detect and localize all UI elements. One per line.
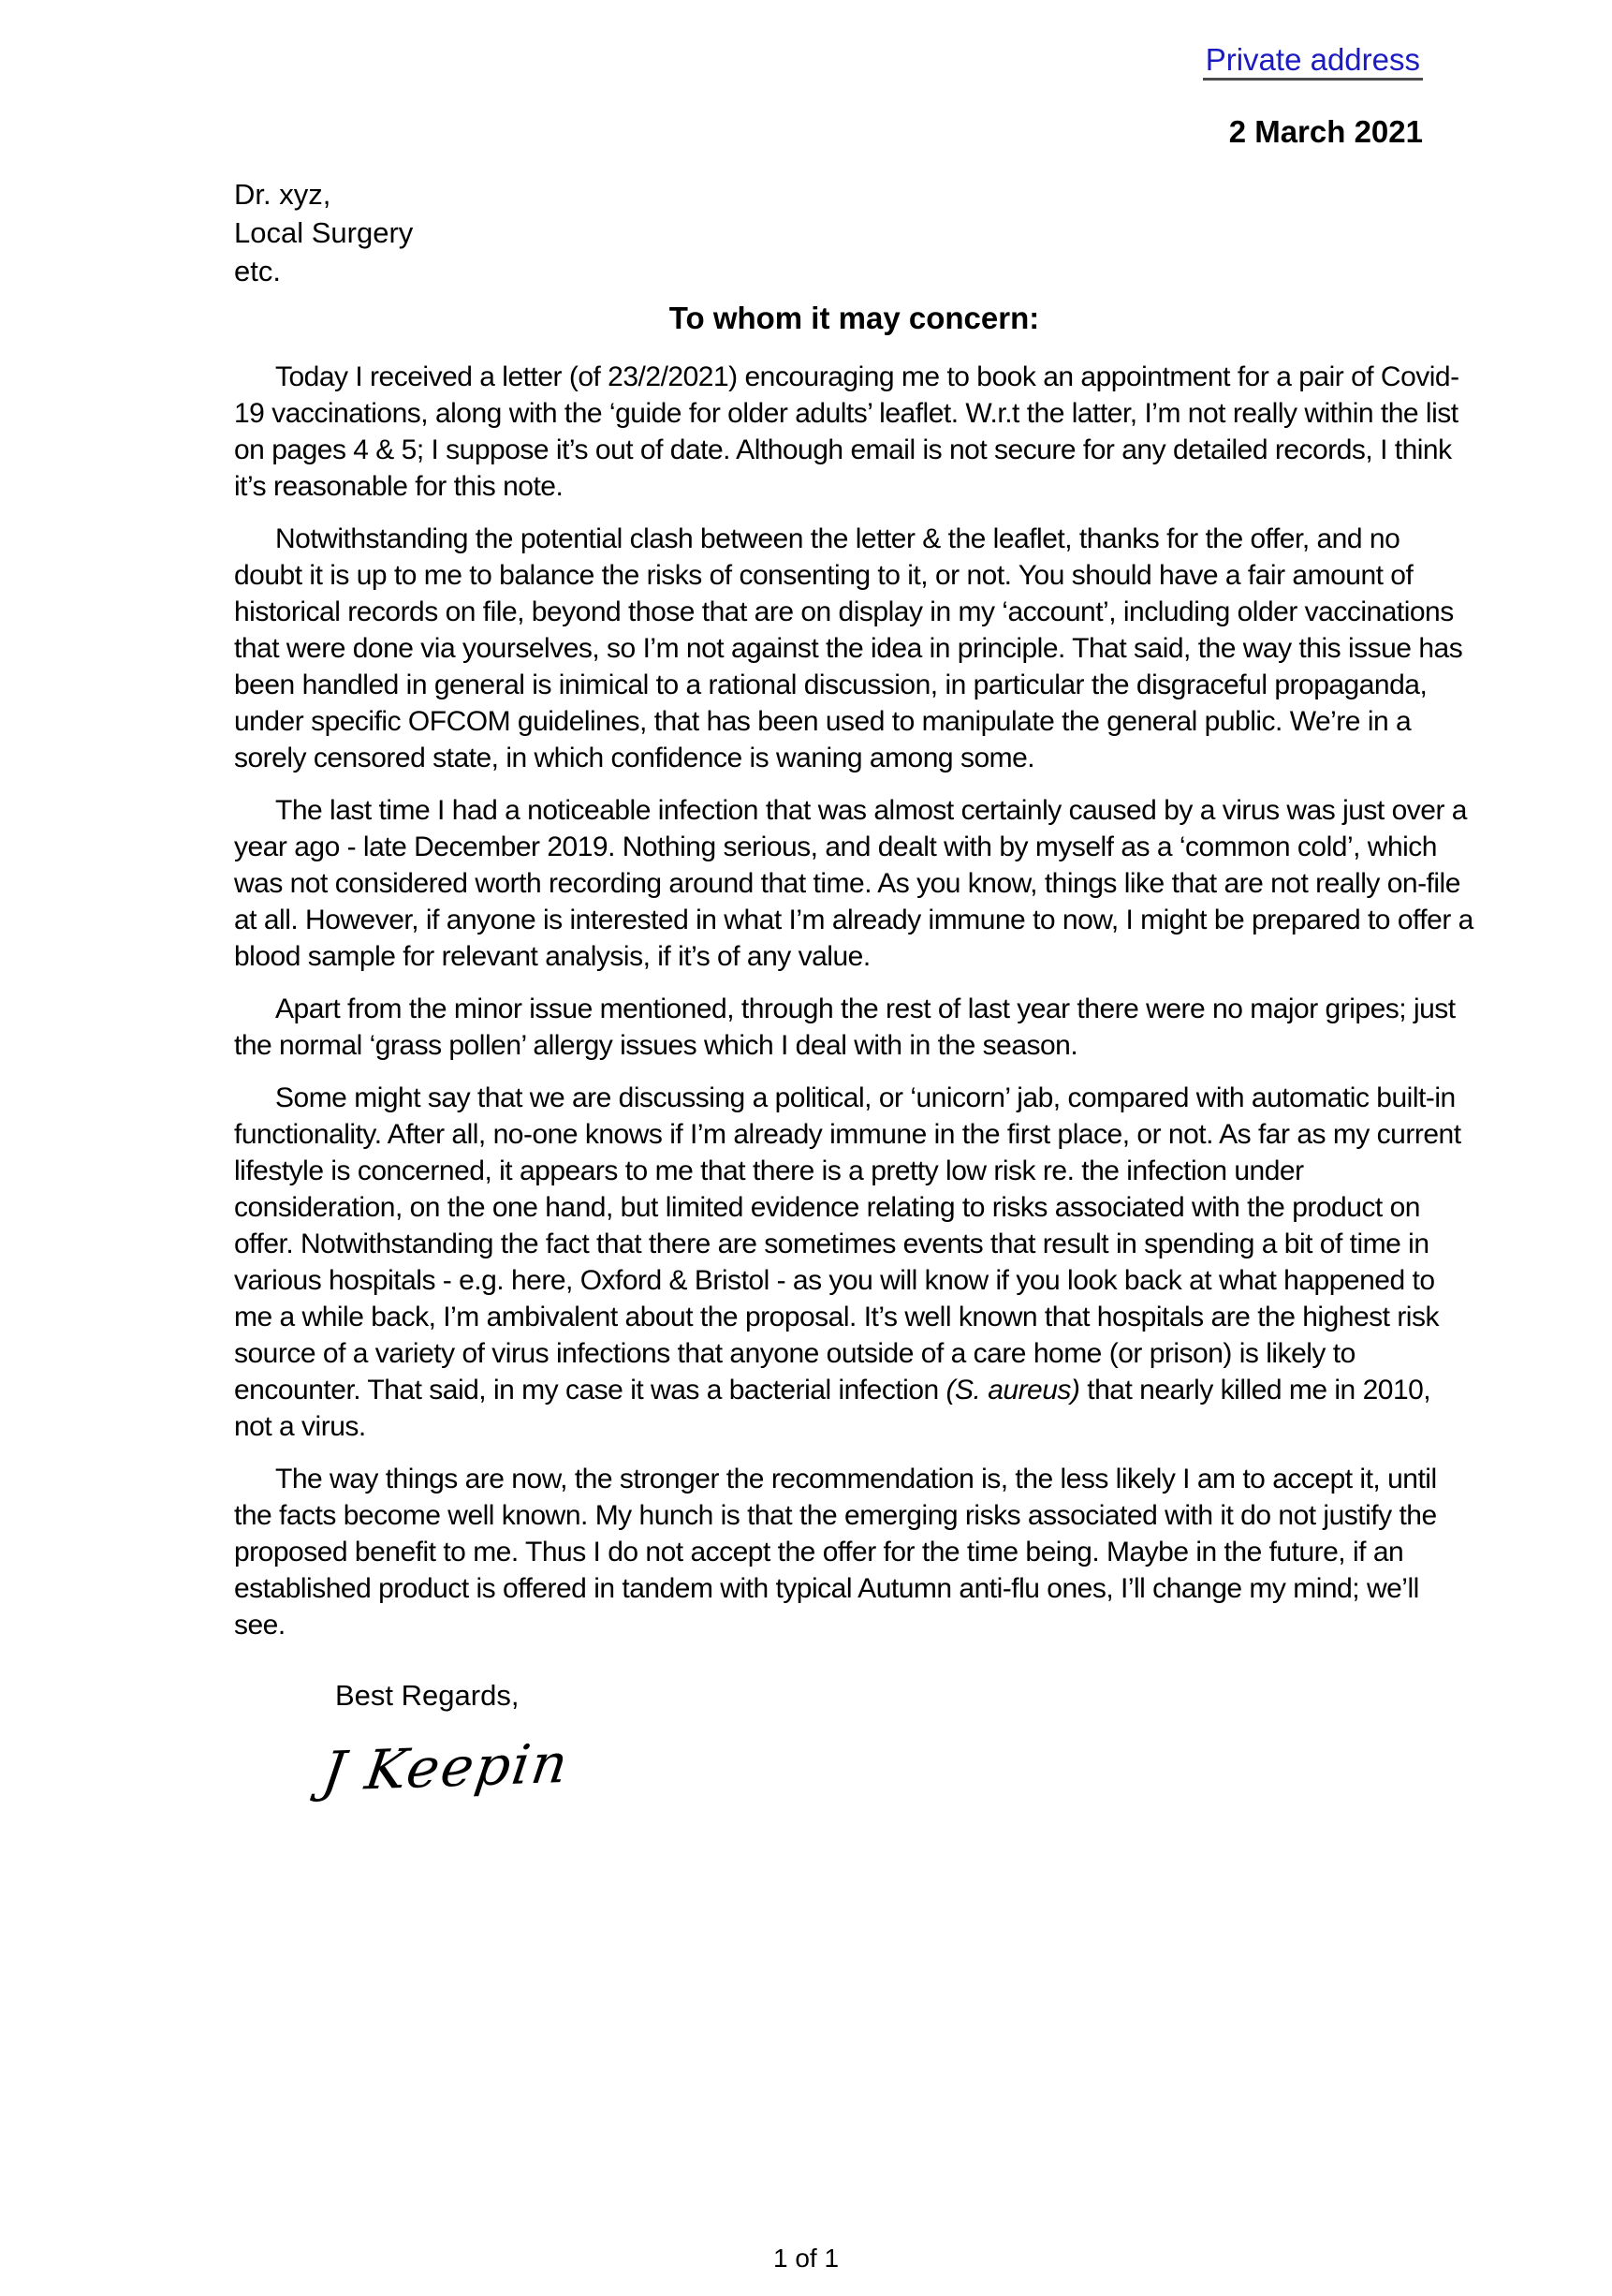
signature: J Keepin — [318, 1730, 574, 1803]
paragraph-text: that nearly killed me in 2010, not a virus. — [234, 1375, 1431, 1442]
letter-paragraph — [234, 792, 1474, 975]
paragraph-text: Apart from the minor issue mentioned, through the rest of last year there were no major gripes; just the normal ‘grass pollen’ allergy issues which I deal with in the season. — [234, 993, 1456, 1061]
letter-paragraph — [234, 991, 1474, 1064]
paragraph-text: Notwithstanding the potential clash between the letter & the leaflet, thanks for the offer, and no doubt it is up to me to balance the risks of consenting to it, or not. You should have a fair amount of historical records on file, beyond those that are on display in my ‘account’, including older vaccinations that were done via yourselves, so I’m not against the idea in principle. That said, the way this issue has been handled in general is inimical to a rational discussion, in particular the disgraceful propaganda, under specific OFCOM guidelines, that has been used to manipulate the general public. We’re in a sorely censored state, in which confidence is waning among some. — [234, 523, 1463, 773]
recipient-line: Dr. xyz, — [234, 178, 331, 211]
italic-text: (S. aureus) — [945, 1375, 1080, 1406]
letter-paragraph — [234, 359, 1474, 505]
letter-body — [234, 359, 1474, 1643]
letter-paragraph — [234, 1461, 1474, 1643]
paragraph-text: The way things are now, the stronger the recommendation is, the less likely I am to accept it, until the facts become well known. My hunch is that the emerging risks associated with it do not justify the proposed benefit to me. Thus I do not accept the offer for the time being. Maybe in the future, if an established product is offered in tandem with typical Autumn anti-flu ones, I’ll change my mind; we’ll see. — [234, 1464, 1437, 1641]
letter-paragraph — [234, 1080, 1474, 1445]
paragraph-text: Today I received a letter (of 23/2/2021) encouraging me to book an appointment for a pair of Covid-19 vaccinations, along with the ‘guide for older adults’ leaflet. W.r.t the latter, I’m not really within the list on pages 4 & 5; I suppose it’s out of date. Although email is not secure for any detailed records, I think it’s reasonable for this note. — [234, 361, 1459, 502]
recipient-line: Local Surgery — [234, 216, 414, 249]
salutation-heading: To whom it may concern: — [668, 301, 1040, 335]
page-number-indicator: 1 of 1 — [772, 2244, 840, 2273]
letter-date: 2 March 2021 — [1228, 114, 1423, 149]
recipient-line: etc. — [234, 255, 281, 287]
paragraph-text: The last time I had a noticeable infection that was almost certainly caused by a virus was just over a year ago - late December 2019. Nothing serious, and dealt with by myself as a ‘common cold’, which was not considered worth recording around that time. As you know, things like that are not really on-file at all. However, if anyone is interested in what I’m already immune to now, I might be prepared to offer a blood sample for relevant analysis, if it’s of any value. — [234, 795, 1473, 972]
signoff-text: Best Regards, — [335, 1679, 520, 1712]
letter-content — [234, 0, 1474, 1803]
recipient-block — [234, 175, 1474, 290]
letter-header — [234, 0, 1474, 151]
letter-paragraph — [234, 521, 1474, 776]
private-address-link[interactable]: Private address — [1203, 42, 1423, 81]
paragraph-text: Some might say that we are discussing a political, or ‘unicorn’ jab, compared with automatic built-in functionality. After all, no-one knows if I’m already immune in the first place, or not. As far as my current lifestyle is concerned, it appears to me that there is a pretty low risk re. the infection under consideration, on the one hand, but limited evidence relating to risks associated with the product on offer. Notwithstanding the fact that there are sometimes events that result in spending a bit of time in various hospitals - e.g. here, Oxford & Bristol - as you will know if you look back at what happened to me a while back, I’m ambivalent about the proposal. It’s well known that hospitals are the highest risk source of a variety of virus infections that anyone outside of a care home (or prison) is likely to encounter. That said, in my case it was a bacterial infection — [234, 1082, 1461, 1406]
private-address-line — [234, 40, 1423, 80]
